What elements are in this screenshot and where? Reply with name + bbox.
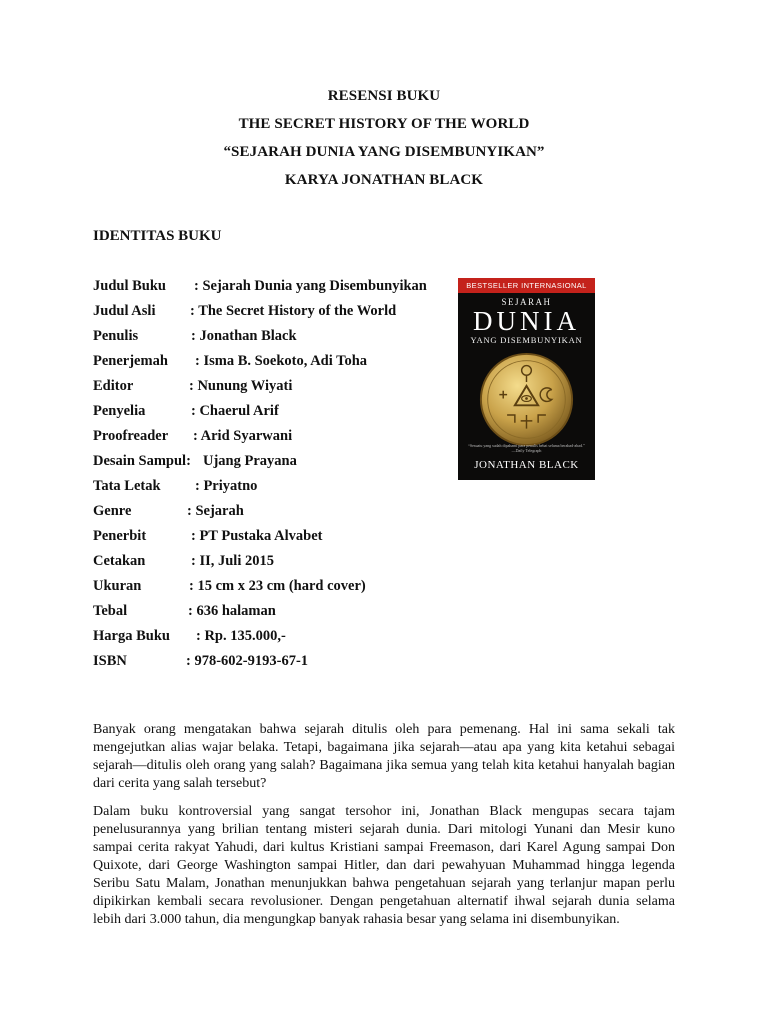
identity-label: Tata Letak xyxy=(93,478,161,494)
identity-label: ISBN xyxy=(93,653,127,669)
identity-value: : Isma B. Soekoto, Adi Toha xyxy=(195,353,368,369)
identity-label: Proofreader xyxy=(93,428,169,444)
identity-label: Tebal xyxy=(93,603,128,619)
identity-label: Cetakan xyxy=(93,553,146,569)
identity-label: Penerjemah xyxy=(93,353,168,369)
cover-title-small: SEJARAH xyxy=(501,297,552,307)
identity-value: : Priyatno xyxy=(195,478,258,494)
identity-label: Penyelia xyxy=(93,403,146,419)
identity-label: Judul Asli xyxy=(93,303,156,319)
identity-value: : 15 cm x 23 cm (hard cover) xyxy=(189,578,366,594)
identity-value: : Rp. 135.000,- xyxy=(196,628,286,644)
identity-value: Ujang Prayana xyxy=(203,453,297,469)
identity-label: Penulis xyxy=(93,328,139,344)
identity-label: Harga Buku xyxy=(93,628,170,644)
identity-label: Judul Buku xyxy=(93,278,166,294)
book-original-title: THE SECRET HISTORY OF THE WORLD xyxy=(238,116,530,132)
cover-title-big: DUNIA xyxy=(473,306,580,336)
document-title: RESENSI BUKU xyxy=(327,88,441,104)
review-paragraph-1: Banyak orang mengatakan bahwa sejarah ditulis oleh para pemenang. Hal ini sama sekali tak mengejutkan alias wajar belaka. Tetapi, bagaimana jika sejarah—atau apa yang kita ketahui sebagai sejarah—ditulis oleh orang yang salah? Bagaimana jika semua yang telah kita ketahui hanyalah bagian dari cerita yang salah tersebut? xyxy=(93,722,675,791)
identity-value: : Nunung Wiyati xyxy=(189,378,293,394)
cover-author: JONATHAN BLACK xyxy=(474,459,579,471)
cover-quote: “Sesuatu yang sudah dipahami para penulis hebat selama berabad-abad.” —Daily Telegraph xyxy=(468,443,585,453)
identity-value: : Arid Syarwani xyxy=(193,428,293,444)
cover-banner: BESTSELLER INTERNASIONAL xyxy=(458,278,595,293)
identity-label: Genre xyxy=(93,503,132,519)
cover-title-sub: YANG DISEMBUNYIKAN xyxy=(470,335,583,345)
identity-label: Ukuran xyxy=(93,578,142,594)
identity-label: Penerbit xyxy=(93,528,147,544)
review-paragraph-2: Dalam buku kontroversial yang sangat tersohor ini, Jonathan Black mengupas secara tajam penelusurannya yang brilian tentang misteri sejarah dunia. Dari mitologi Yunani dan Mesir kuno sampai cerita rakyat Yahudi, dari kultus Kristiani sampai Freemason, dari Karel Agung sampai Don Quixote, dari George Washington sampai Hitler, dan dari pewahyuan Muhammad hingga legenda Seribu Satu Malam, Jonathan menunjukkan bahwa pengetahuan sejarah yang terlanjur mapan perlu dipikirkan kembali secara revolusioner. Dengan pengetahuan alternatif ihwal sejarah dunia selama lebih dari 3.000 tahun, dia mengungkap banyak rahasia besar yang selama ini disembunyikan. xyxy=(93,804,675,927)
book-cover-image xyxy=(458,278,595,480)
identity-value: : Sejarah xyxy=(187,503,244,519)
gold-coin-icon xyxy=(478,351,575,448)
identity-value: : The Secret History of the World xyxy=(190,303,397,319)
identity-value: : PT Pustaka Alvabet xyxy=(191,528,323,544)
identity-value: : Chaerul Arif xyxy=(191,403,279,419)
book-author-line: KARYA JONATHAN BLACK xyxy=(284,172,484,188)
identity-heading: IDENTITAS BUKU xyxy=(93,228,222,244)
identity-value: : II, Juli 2015 xyxy=(191,553,274,569)
identity-value: : 636 halaman xyxy=(188,603,276,619)
identity-value: : 978-602-9193-67-1 xyxy=(186,653,309,669)
identity-value: : Sejarah Dunia yang Disembunyikan xyxy=(194,278,427,294)
book-translated-title: “SEJARAH DUNIA YANG DISEMBUNYIKAN” xyxy=(223,144,545,160)
identity-label: Editor xyxy=(93,378,134,394)
identity-value: : Jonathan Black xyxy=(191,328,297,344)
identity-label: Desain Sampul: xyxy=(93,453,191,469)
